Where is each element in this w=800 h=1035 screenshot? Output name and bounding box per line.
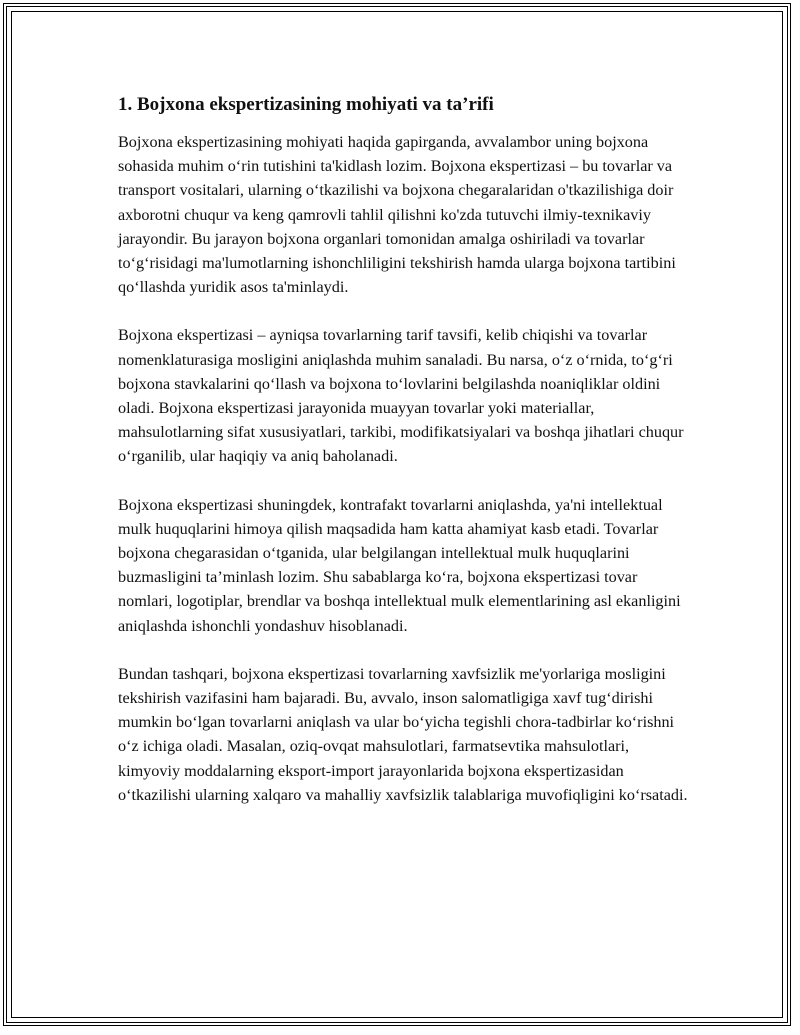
- document-body: [118, 92, 688, 831]
- paragraph-3: Bojxona ekspertizasi shuningdek, kontrafakt tovarlarni aniqlashda, ya'ni intellektual mulk huquqlarini himoya qilish maqsadida ham katta ahamiyat kasb etadi. Tovarlar bojxona chegarasidan o‘tganida, ular belgilangan intellektual mulk huquqlarini buzmasligini ta’minlash lozim. Shu sabablarga ko‘ra, bojxona ekspertizasi tovar nomlari, logotiplar, brendlar va boshqa intellektual mulk elementlarining asl ekanligini aniqlashda ishonchli yondashuv hisoblanadi.: [118, 495, 681, 635]
- paragraph-1: Bojxona ekspertizasining mohiyati haqida gapirganda, avvalambor uning bojxona sohasida muhim o‘rin tutishini ta'kidlash lozim. Bojxona ekspertizasi – bu tovarlar va transport vositalari, ularning o‘tkazilishi va bojxona chegaralaridan o'tkazilishiga doir axborotni chuqur va keng qamrovli tahlil qilishni ko'zda tutuvchi ilmiy-texnikaviy jarayondir. Bu jarayon bojxona organlari tomonidan amalga oshiriladi va tovarlar to‘g‘risidagi ma'lumotlarning ishonchliligini tekshirish hamda ularga bojxona tartibini qo‘llashda yuridik asos ta'minlaydi.: [118, 133, 676, 297]
- section-heading: 1. Bojxona ekspertizasining mohiyati va ta’rifi: [118, 94, 494, 115]
- paragraph-4: Bundan tashqari, bojxona ekspertizasi tovarlarning xavfsizlik me'yorlariga mosligini tekshirish vazifasini ham bajaradi. Bu, avvalo, inson salomatligiga xavf tug‘dirishi mumkin bo‘lgan tovarlarni aniqlash va ular bo‘yicha tegishli chora-tadbirlar ko‘rishni o‘z ichiga oladi. Masalan, oziq-ovqat mahsulotlari, farmatsevtika mahsulotlari, kimyoviy moddalarning eksport-import jarayonlarida bojxona ekspertizasidan o‘tkazilishi ularning xalqaro va mahalliy xavfsizlik talablariga muvofiqligini ko‘rsatadi.: [118, 664, 688, 804]
- paragraph-2: Bojxona ekspertizasi – ayniqsa tovarlarning tarif tavsifi, kelib chiqishi va tovarlar nomenklaturasiga mosligini aniqlashda muhim sanaladi. Bu narsa, o‘z o‘rnida, to‘g‘ri bojxona stavkalarini qo‘llash va bojxona to‘lovlarini belgilashda noaniqliklar oldini oladi. Bojxona ekspertizasi jarayonida muayyan tovarlar yoki materiallar, mahsulotlarning sifat xususiyatlari, tarkibi, modifikatsiyalari va boshqa jihatlari chuqur o‘rganilib, ular haqiqiy va aniq baholanadi.: [118, 326, 684, 466]
